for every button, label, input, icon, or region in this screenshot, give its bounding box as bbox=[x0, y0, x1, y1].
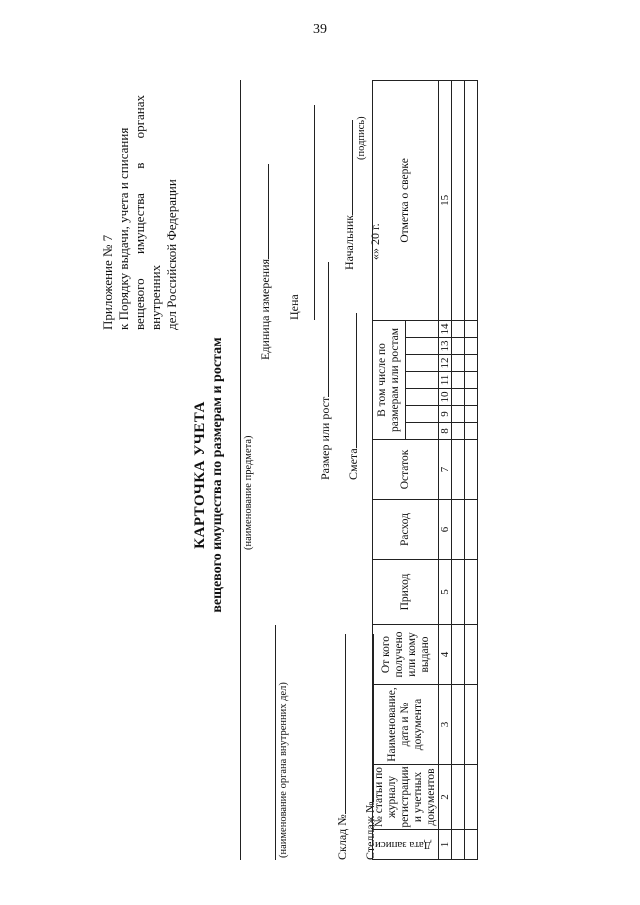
price-label: Цена bbox=[287, 294, 301, 320]
chief-field bbox=[340, 120, 357, 270]
estimate-field bbox=[344, 313, 361, 480]
year-prefix: 20 bbox=[368, 233, 382, 245]
table-cell[interactable] bbox=[465, 355, 478, 372]
table-cell[interactable] bbox=[465, 406, 478, 423]
table-cell[interactable] bbox=[452, 355, 465, 372]
size-subcolumn bbox=[406, 406, 439, 423]
column-number: 10 bbox=[439, 389, 452, 406]
header-sizes: В том числе по размерам или ростам bbox=[373, 320, 406, 439]
item-caption: (наименование предмета) bbox=[243, 435, 254, 550]
table-cell[interactable] bbox=[452, 338, 465, 355]
table-cell[interactable] bbox=[452, 560, 465, 625]
table-cell[interactable] bbox=[465, 372, 478, 389]
table-cell[interactable] bbox=[452, 80, 465, 320]
table-cell[interactable] bbox=[465, 560, 478, 625]
column-number: 5 bbox=[439, 560, 452, 625]
table-cell[interactable] bbox=[452, 406, 465, 423]
table-cell[interactable] bbox=[465, 389, 478, 406]
page-number: 39 bbox=[313, 22, 327, 37]
column-number: 12 bbox=[439, 355, 452, 372]
size-subcolumn bbox=[406, 338, 439, 355]
form-title: КАРТОЧКА УЧЕТА bbox=[192, 401, 208, 549]
table-cell[interactable] bbox=[452, 500, 465, 560]
table-cell[interactable] bbox=[465, 765, 478, 830]
date-open-quote: « bbox=[368, 254, 382, 260]
table-cell[interactable] bbox=[452, 625, 465, 685]
year-suffix: г. bbox=[368, 223, 382, 230]
estimate-label: Смета bbox=[346, 448, 360, 480]
table-row[interactable] bbox=[452, 80, 465, 859]
column-number: 14 bbox=[439, 320, 452, 337]
price-field bbox=[287, 90, 319, 320]
table-cell[interactable] bbox=[465, 625, 478, 685]
header-from-whom: От кого получено или кому выдано bbox=[373, 625, 439, 685]
size-input-line[interactable] bbox=[316, 262, 329, 397]
form-subtitle: вещевого имущества по размерам и ростам bbox=[210, 337, 225, 613]
table-cell[interactable] bbox=[465, 500, 478, 560]
header-date-text: Дата записи bbox=[375, 839, 432, 851]
warehouse-input-line[interactable] bbox=[333, 634, 346, 814]
table-cell[interactable] bbox=[452, 765, 465, 830]
appendix-line-2: к Порядку выдачи, учета и списания bbox=[116, 127, 131, 330]
header-date bbox=[373, 830, 439, 860]
header-balance: Остаток bbox=[373, 440, 439, 500]
header-article: № статьи по журналу регистрации и учетных документов bbox=[373, 766, 437, 828]
column-number: 1 bbox=[439, 830, 452, 860]
table-cell[interactable] bbox=[452, 423, 465, 440]
estimate-input-line[interactable] bbox=[344, 313, 357, 448]
header-expense: Расход bbox=[373, 500, 439, 560]
rack-label: Стеллаж № bbox=[363, 801, 377, 860]
column-number: 8 bbox=[439, 423, 452, 440]
signature-caption: (подпись) bbox=[356, 116, 367, 160]
chief-label: Начальник bbox=[342, 214, 356, 270]
warehouse-field bbox=[333, 634, 350, 860]
unit-field bbox=[256, 164, 273, 360]
appendix-line-4: дел Российской Федерации bbox=[164, 179, 179, 330]
table-header-row bbox=[373, 80, 406, 859]
size-subcolumn bbox=[406, 389, 439, 406]
org-name-line[interactable] bbox=[275, 625, 276, 860]
column-number: 4 bbox=[439, 625, 452, 685]
price-input-line[interactable] bbox=[302, 105, 315, 320]
table-cell[interactable] bbox=[452, 372, 465, 389]
unit-label: Единица измерения bbox=[258, 258, 272, 360]
table-cell[interactable] bbox=[452, 830, 465, 860]
table-cell[interactable] bbox=[465, 830, 478, 860]
table-cell[interactable] bbox=[452, 389, 465, 406]
chief-signature-line[interactable] bbox=[340, 120, 353, 215]
column-number: 3 bbox=[439, 685, 452, 765]
header-reconciliation: Отметка о сверке bbox=[373, 80, 439, 320]
appendix-line-1: Приложение № 7 bbox=[100, 234, 115, 330]
form-heading bbox=[192, 90, 226, 860]
item-name-line[interactable] bbox=[240, 80, 241, 860]
table-cell[interactable] bbox=[465, 440, 478, 500]
unit-input-line[interactable] bbox=[256, 164, 269, 259]
column-number: 9 bbox=[439, 406, 452, 423]
size-subcolumn bbox=[406, 372, 439, 389]
column-number: 15 bbox=[439, 80, 452, 320]
date-close-quote: » bbox=[368, 248, 382, 254]
size-field bbox=[316, 262, 333, 480]
table-row[interactable] bbox=[465, 80, 478, 859]
header-document: Наименование, дата и № документа bbox=[373, 685, 439, 765]
column-number: 11 bbox=[439, 372, 452, 389]
table-cell[interactable] bbox=[465, 320, 478, 337]
table-cell[interactable] bbox=[452, 440, 465, 500]
table-cell[interactable] bbox=[452, 685, 465, 765]
header-income: Приход bbox=[373, 560, 439, 625]
size-subcolumn bbox=[406, 423, 439, 440]
size-subcolumn bbox=[406, 320, 439, 337]
appendix-note bbox=[100, 95, 180, 330]
warehouse-label: Склад № bbox=[335, 814, 349, 860]
table-cell[interactable] bbox=[465, 80, 478, 320]
column-number-row bbox=[439, 80, 452, 859]
table-cell[interactable] bbox=[465, 338, 478, 355]
size-label: Размер или рост bbox=[318, 396, 332, 480]
rotated-form bbox=[100, 90, 540, 860]
column-number: 7 bbox=[439, 440, 452, 500]
column-number: 13 bbox=[439, 338, 452, 355]
org-caption: (наименование органа внутренних дел) bbox=[278, 682, 289, 858]
column-number: 6 bbox=[439, 500, 452, 560]
column-number: 2 bbox=[439, 765, 452, 830]
table-cell[interactable] bbox=[465, 423, 478, 440]
accounting-table bbox=[372, 80, 478, 860]
table-cell[interactable] bbox=[465, 685, 478, 765]
appendix-line-3: вещевого имущества в органах внутренних bbox=[132, 95, 163, 330]
table-cell[interactable] bbox=[452, 320, 465, 337]
size-subcolumn bbox=[406, 355, 439, 372]
